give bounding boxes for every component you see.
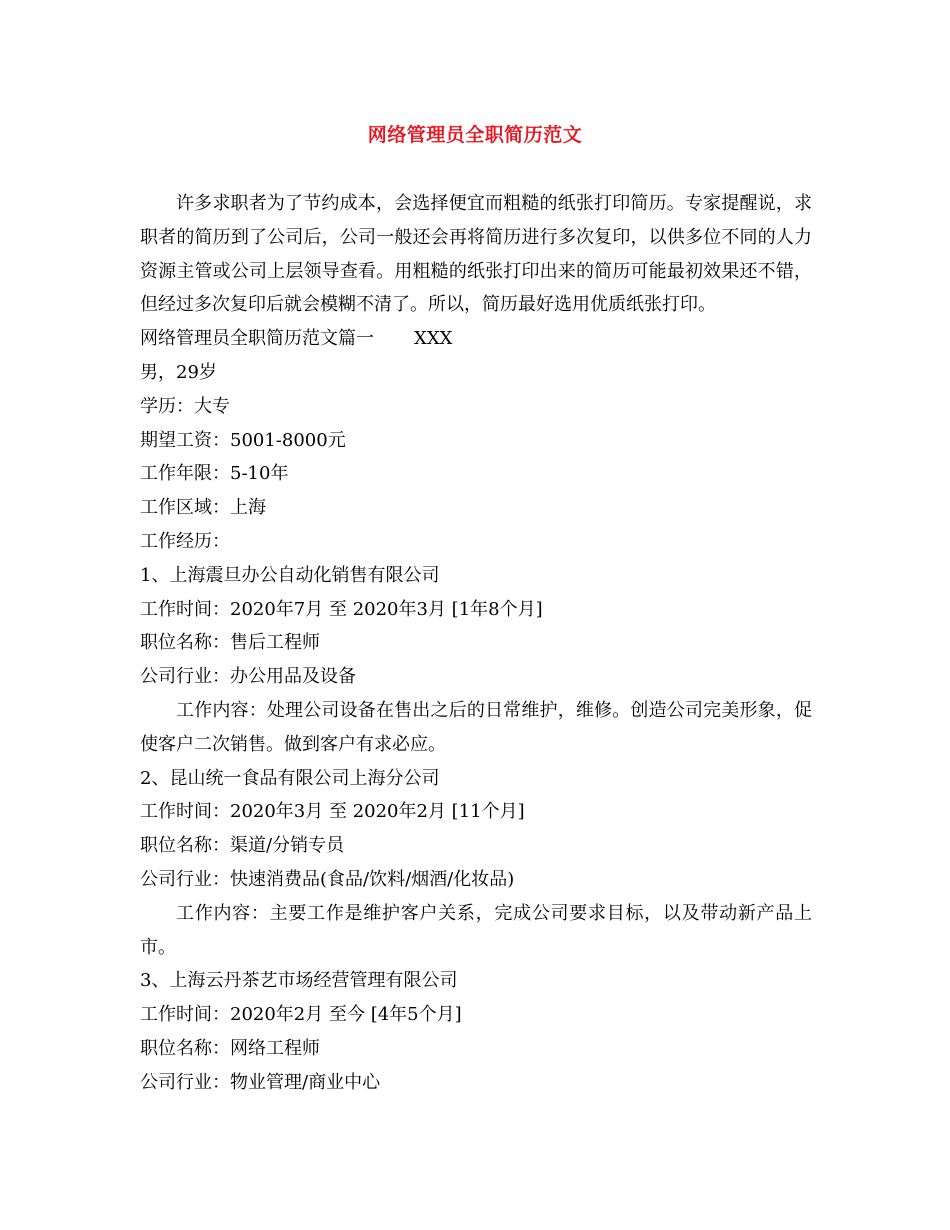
resume-name: XXX: [414, 328, 453, 350]
work-region: 工作区域：上海: [140, 497, 266, 519]
job-3-position: 职位名称：网络工程师: [140, 1037, 320, 1059]
experience-label: 工作经历：: [140, 530, 230, 552]
job-2-content: 工作内容：主要工作是维护客户关系，完成公司要求目标，以及带动新产品上市。: [140, 902, 812, 958]
job-3-company: 3、上海云丹茶艺市场经营管理有限公司: [140, 970, 458, 992]
resume-heading-line: [140, 322, 812, 356]
job-3-period: 工作时间：2020年2月 至今 [4年5个月]: [140, 1004, 462, 1026]
document-title: 网络管理员全职简历范文: [367, 124, 583, 146]
job-1-position: 职位名称：售后工程师: [140, 632, 320, 654]
document-body: [140, 187, 812, 1100]
job-2-position: 职位名称：渠道/分销专员: [140, 835, 345, 857]
job-1-industry: 公司行业：办公用品及设备: [140, 666, 356, 688]
job-2-industry: 公司行业：快速消费品(食品/饮料/烟酒/化妆品): [140, 868, 515, 890]
education: 学历：大专: [140, 395, 230, 417]
job-3-industry: 公司行业：物业管理/商业中心: [140, 1071, 381, 1093]
work-years: 工作年限：5-10年: [140, 463, 289, 485]
resume-heading: 网络管理员全职简历范文篇一: [140, 328, 374, 350]
gender-age: 男，29岁: [140, 361, 217, 383]
job-2-period: 工作时间：2020年3月 至 2020年2月 [11个月]: [140, 801, 525, 823]
intro-paragraph: 许多求职者为了节约成本，会选择便宜而粗糙的纸张打印简历。专家提醒说，求职者的简历到了公司后，公司一般还会再将简历进行多次复印，以供多位不同的人力资源主管或公司上层领导查看。用粗糙的纸张打印出来的简历可能最初效果还不错，但经过多次复印后就会模糊不清了。所以，简历最好选用优质纸张打印。: [140, 193, 812, 316]
job-2-company: 2、昆山统一食品有限公司上海分公司: [140, 767, 440, 789]
job-1-company: 1、上海震旦办公自动化销售有限公司: [140, 564, 440, 586]
expected-salary: 期望工资：5001-8000元: [140, 429, 346, 451]
job-1-period: 工作时间：2020年7月 至 2020年3月 [1年8个月]: [140, 598, 543, 620]
job-1-content: 工作内容：处理公司设备在售出之后的日常维护，维修。创造公司完美形象，促使客户二次销售。做到客户有求必应。: [140, 699, 812, 755]
